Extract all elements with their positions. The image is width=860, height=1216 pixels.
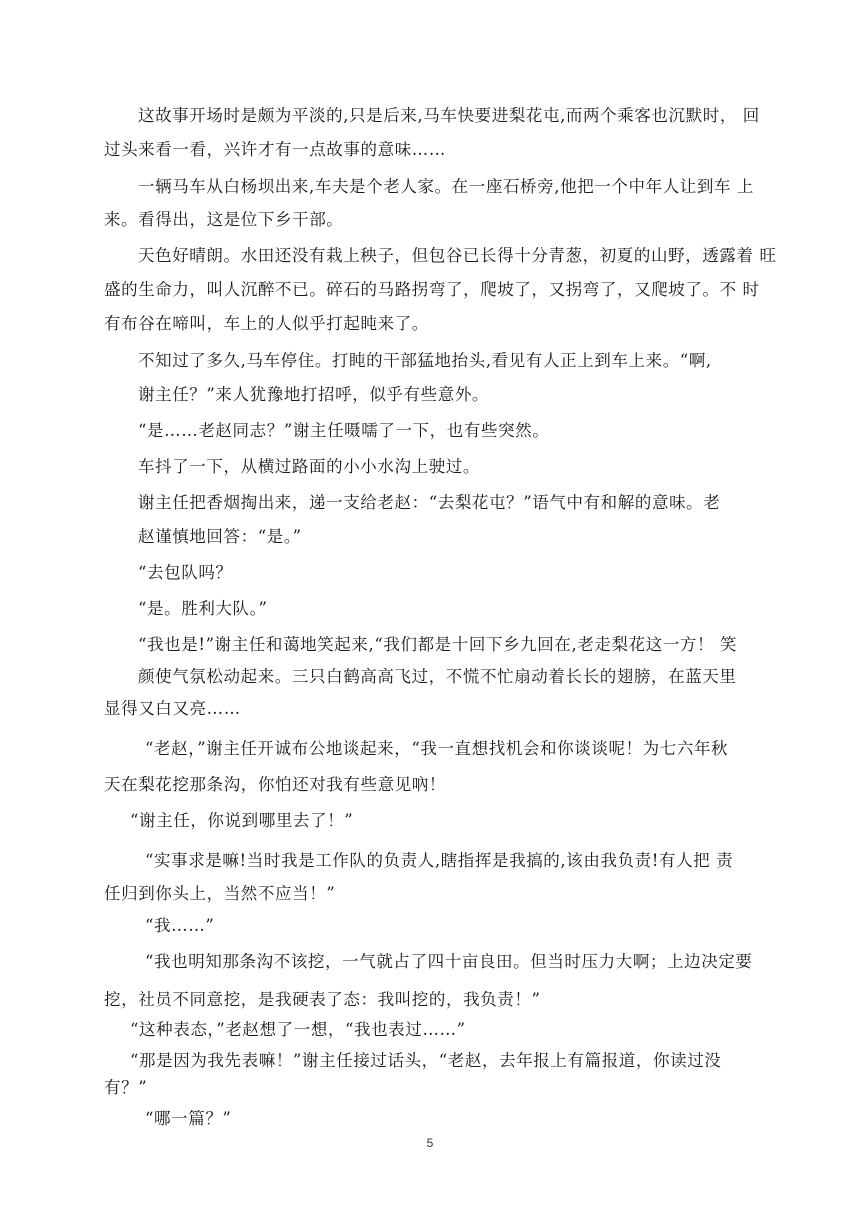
text-line: 显得又白又亮…… [104, 699, 241, 718]
text-line: 谢主任？”来人犹豫地打招呼，似乎有些意外。 [138, 385, 490, 404]
text-line: 不知过了多久,马车停住。打盹的干部猛地抬头,看见有人正上到车上来。“啊, [138, 351, 712, 370]
text-line: “老赵，”谢主任开诚布公地谈起来，“我一直想找机会和你谈谈呢！为七六年秋 [145, 739, 729, 758]
text-line: 谢主任把香烟掏出来，递一支给老赵：“去梨花屯？”语气中有和解的意味。老 [138, 493, 721, 512]
text-line: 这故事开场时是颇为平淡的,只是后来,马车快要进梨花屯,而两个乘客也沉默时， 回 [138, 106, 760, 125]
text-line: 盛的生命力，叫人沉醉不已。碎石的马路拐弯了，爬坡了，又拐弯了，又爬坡了。不 时 [104, 280, 760, 299]
text-line: “是。胜利大队。” [138, 599, 268, 618]
text-line: 车抖了一下，从横过路面的小小水沟上驶过。 [138, 457, 480, 476]
text-line: “哪一篇？” [145, 1109, 232, 1128]
text-line: 天在梨花挖那条沟，你怕还对我有些意见吶！ [104, 775, 446, 794]
text-line: 有？” [104, 1078, 148, 1097]
page-number: 5 [426, 1136, 434, 1150]
text-line: 过头来看一看，兴许才有一点故事的意味…… [104, 140, 446, 159]
text-line: 挖，社员不同意挖，是我硬表了态：我叫挖的，我负责！” [104, 990, 541, 1009]
text-line: 任归到你头上，当然不应当！” [104, 884, 336, 903]
text-line: 赵谨慎地回答：“是。” [138, 527, 302, 546]
text-line: 来。看得出，这是位下乡干部。 [104, 210, 344, 229]
text-line: “我……” [145, 916, 215, 935]
text-line: “我也是!”谢主任和蔼地笑起来,“我们都是十回下乡九回在,老走梨花这一方！ 笑 [138, 635, 738, 654]
text-line: “谢主任，你说到哪里去了！” [130, 811, 354, 830]
text-line: “去包队吗？ [138, 563, 233, 582]
text-line: “实事求是嘛!当时我是工作队的负责人,瞎指挥是我搞的,该由我负责!有人把 责 [145, 851, 734, 870]
text-line: 天色好晴朗。水田还没有栽上秧子，但包谷已长得十分青葱，初夏的山野，透露着 旺 [138, 246, 777, 265]
text-line: 有布谷在啼叫，车上的人似乎打起盹来了。 [104, 314, 429, 333]
text-line: “那是因为我先表嘛！”谢主任接过话头，“老赵，去年报上有篇报道，你读过没 [130, 1051, 722, 1070]
text-line: “这种表态，”老赵想了一想，“我也表过……” [130, 1020, 466, 1039]
text-line: “我也明知那条沟不该挖，一气就占了四十亩良田。但当时压力大啊；上边决定要 [145, 952, 753, 971]
text-line: 颜使气氛松动起来。三只白鹤高高飞过，不慌不忙扇动着长长的翅膀，在蓝天里 [138, 667, 737, 686]
text-line: “是……老赵同志？”谢主任嗫嚅了一下，也有些突然。 [138, 421, 550, 440]
text-line: 一辆马车从白杨坝出来,车夫是个老人家。在一座石桥旁,他把一个中年人让到车 上 [138, 177, 755, 196]
